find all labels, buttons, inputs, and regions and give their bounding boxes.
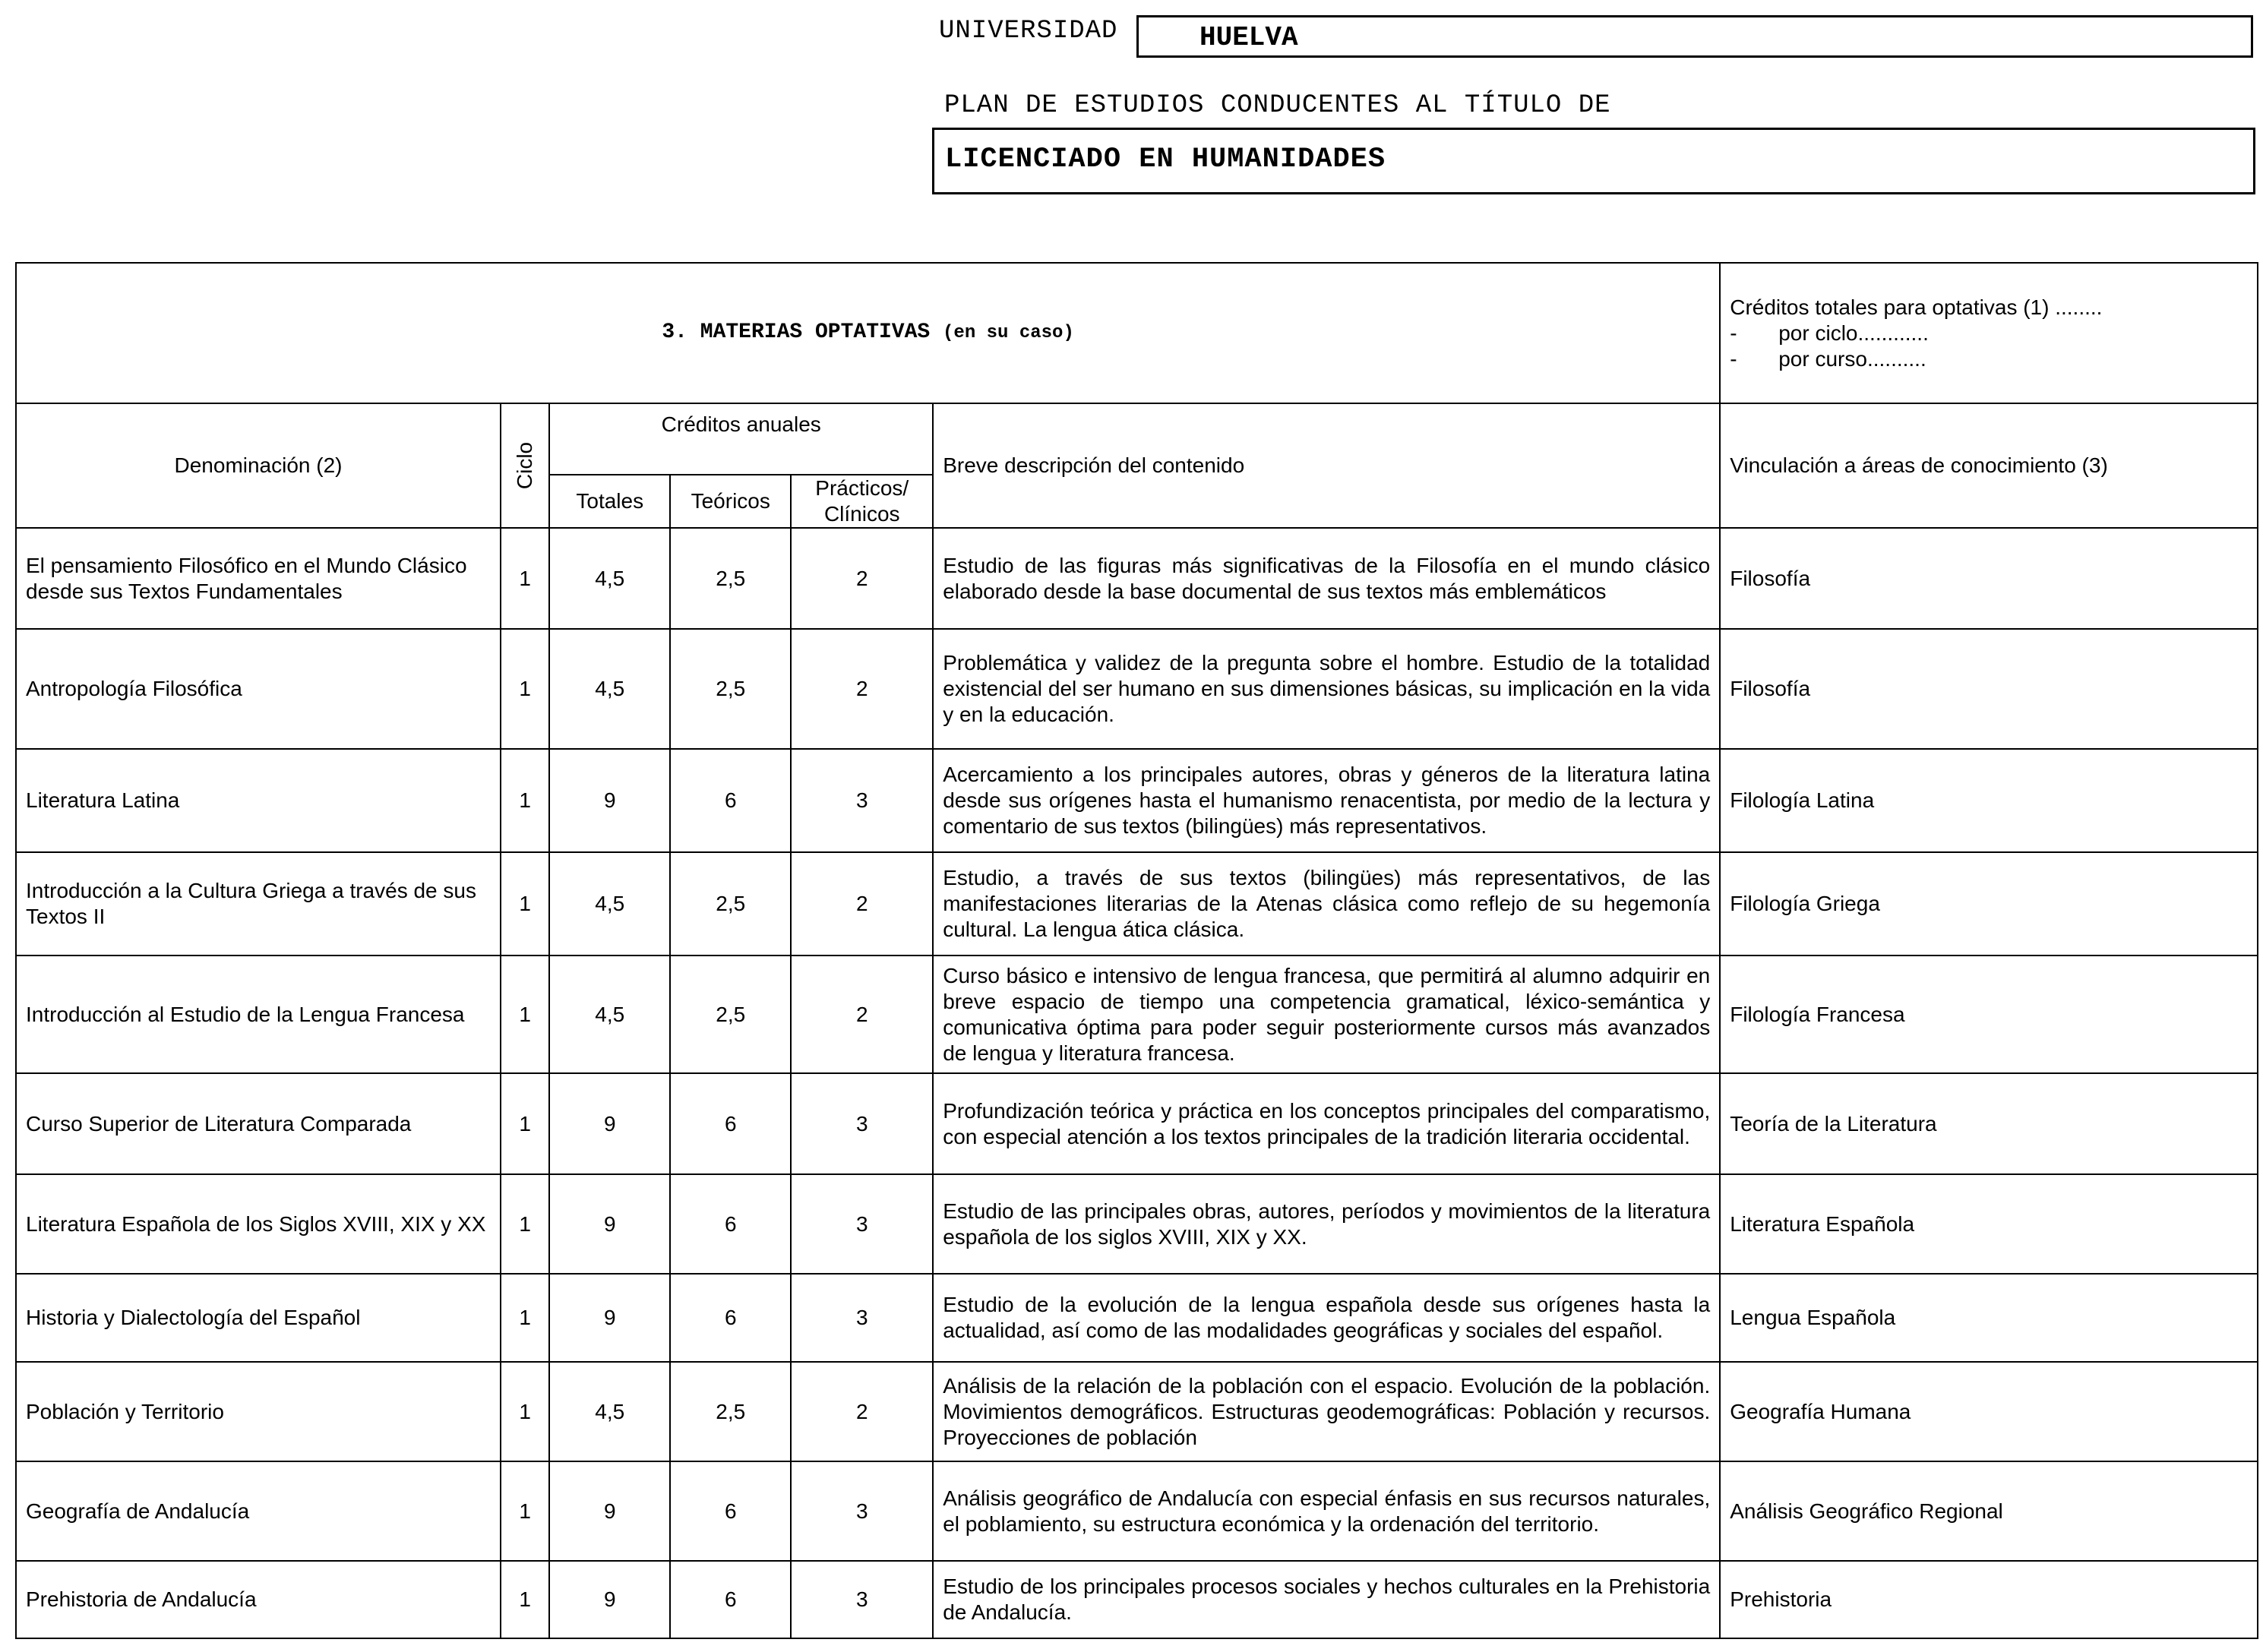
row-totales: 4,5	[549, 1362, 670, 1461]
row-area: Teoría de la Literatura	[1720, 1073, 2258, 1174]
section-subtitle: (en su caso)	[943, 323, 1074, 343]
row-name: Literatura Latina	[16, 749, 501, 852]
credits-ciclo: por ciclo............	[1778, 321, 1929, 345]
row-ciclo: 1	[501, 1073, 549, 1174]
row-descripcion: Profundización teórica y práctica en los conceptos principales del comparatismo, con especial atención a los textos principales de la tradición literaria occidental.	[933, 1073, 1720, 1174]
row-totales: 4,5	[549, 956, 670, 1073]
row-totales: 9	[549, 1461, 670, 1561]
row-area: Filosofía	[1720, 528, 2258, 629]
materias-table	[15, 262, 2258, 1639]
credits-total: Créditos totales para optativas (1) ........	[1730, 295, 2103, 319]
row-practicos: 3	[791, 1461, 933, 1561]
row-totales: 9	[549, 1561, 670, 1638]
table-row	[16, 749, 2258, 852]
row-totales: 4,5	[549, 528, 670, 629]
table-row	[16, 1274, 2258, 1362]
row-ciclo: 1	[501, 1362, 549, 1461]
row-totales: 9	[549, 1274, 670, 1362]
row-descripcion: Análisis de la relación de la población con el espacio. Evolución de la población. Movimientos demográficos. Estructuras geodemográficas: Población y recursos. Proyecciones de población	[933, 1362, 1720, 1461]
row-ciclo: 1	[501, 528, 549, 629]
row-teoricos: 2,5	[670, 1362, 791, 1461]
row-name: Introducción al Estudio de la Lengua Francesa	[16, 956, 501, 1073]
row-descripcion: Estudio, a través de sus textos (bilingües) más representativos, de las manifestaciones literarias de la Atenas clásica como reflejo de su hegemonía cultural. La lengua ática clásica.	[933, 852, 1720, 956]
titulo-box	[932, 128, 2255, 194]
row-descripcion: Problemática y validez de la pregunta sobre el hombre. Estudio de la totalidad existencial del ser humano en sus dimensiones básicas, su implicación en la vida y en la educación.	[933, 629, 1720, 749]
row-area: Filología Griega	[1720, 852, 2258, 956]
ciclo-label: Ciclo	[513, 441, 537, 490]
table-row	[16, 852, 2258, 956]
row-ciclo: 1	[501, 1561, 549, 1638]
row-descripcion: Estudio de las figuras más significativas de la Filosofía en el mundo clásico elaborado desde la base documental de sus textos más emblemáticos	[933, 528, 1720, 629]
table-row	[16, 629, 2258, 749]
col-header-teoricos: Teóricos	[670, 475, 791, 528]
table-row	[16, 1461, 2258, 1561]
rows-body	[16, 528, 2258, 1638]
dash: -	[1730, 346, 1737, 371]
row-teoricos: 6	[670, 1073, 791, 1174]
row-area: Literatura Española	[1720, 1174, 2258, 1274]
row-teoricos: 2,5	[670, 528, 791, 629]
row-practicos: 2	[791, 528, 933, 629]
section-title: 3. MATERIAS OPTATIVAS	[662, 321, 931, 344]
row-teoricos: 6	[670, 1561, 791, 1638]
col-header-creditos: Créditos anuales	[549, 403, 933, 475]
row-name: Curso Superior de Literatura Comparada	[16, 1073, 501, 1174]
row-totales: 9	[549, 1073, 670, 1174]
universidad-box	[1136, 15, 2253, 58]
table-row	[16, 1073, 2258, 1174]
row-descripcion: Estudio de las principales obras, autores, períodos y movimientos de la literatura española de los siglos XVIII, XIX y XX.	[933, 1174, 1720, 1274]
row-practicos: 2	[791, 852, 933, 956]
table-row	[16, 1362, 2258, 1461]
universidad-value: HUELVA	[1199, 22, 1298, 53]
row-practicos: 2	[791, 1362, 933, 1461]
row-practicos: 3	[791, 749, 933, 852]
dash: -	[1730, 321, 1737, 345]
col-header-practicos: Prácticos/ Clínicos	[791, 475, 933, 528]
row-practicos: 3	[791, 1073, 933, 1174]
row-totales: 9	[549, 749, 670, 852]
table-row	[16, 1174, 2258, 1274]
row-ciclo: 1	[501, 1174, 549, 1274]
row-area: Filología Francesa	[1720, 956, 2258, 1073]
row-teoricos: 6	[670, 1174, 791, 1274]
row-name: El pensamiento Filosófico en el Mundo Clásico desde sus Textos Fundamentales	[16, 528, 501, 629]
col-header-ciclo	[501, 403, 549, 528]
row-descripcion: Acercamiento a los principales autores, obras y géneros de la literatura latina desde sus orígenes hasta el humanismo renacentista, por medio de la lectura y comentario de sus textos (bilingües) más representativos.	[933, 749, 1720, 852]
row-practicos: 2	[791, 629, 933, 749]
table-row	[16, 1561, 2258, 1638]
row-ciclo: 1	[501, 749, 549, 852]
row-descripcion: Estudio de los principales procesos sociales y hechos culturales en la Prehistoria de Andalucía.	[933, 1561, 1720, 1638]
row-practicos: 3	[791, 1274, 933, 1362]
row-teoricos: 6	[670, 749, 791, 852]
row-totales: 9	[549, 1174, 670, 1274]
row-practicos: 3	[791, 1174, 933, 1274]
row-area: Prehistoria	[1720, 1561, 2258, 1638]
table-row	[16, 956, 2258, 1073]
titulo-value: LICENCIADO EN HUMANIDADES	[945, 144, 1386, 175]
row-descripcion: Estudio de la evolución de la lengua española desde sus orígenes hasta la actualidad, así como de las modalidades geográficas y sociales del español.	[933, 1274, 1720, 1362]
row-name: Literatura Española de los Siglos XVIII, XIX y XX	[16, 1174, 501, 1274]
row-name: Población y Territorio	[16, 1362, 501, 1461]
universidad-label: UNIVERSIDAD	[939, 17, 1118, 46]
row-teoricos: 2,5	[670, 629, 791, 749]
col-header-descripcion: Breve descripción del contenido	[933, 403, 1720, 528]
row-area: Análisis Geográfico Regional	[1720, 1461, 2258, 1561]
row-name: Antropología Filosófica	[16, 629, 501, 749]
row-area: Lengua Española	[1720, 1274, 2258, 1362]
credits-curso: por curso..........	[1778, 346, 1926, 371]
col-header-vinculacion: Vinculación a áreas de conocimiento (3)	[1720, 403, 2258, 528]
row-totales: 4,5	[549, 852, 670, 956]
row-ciclo: 1	[501, 629, 549, 749]
row-descripcion: Análisis geográfico de Andalucía con especial énfasis en sus recursos naturales, el poblamiento, su estructura económica y la ordenación del territorio.	[933, 1461, 1720, 1561]
row-teoricos: 2,5	[670, 852, 791, 956]
row-area: Geografía Humana	[1720, 1362, 2258, 1461]
row-ciclo: 1	[501, 852, 549, 956]
credits-note	[1720, 263, 2258, 403]
plan-label: PLAN DE ESTUDIOS CONDUCENTES AL TÍTULO DE	[944, 91, 1611, 120]
row-teoricos: 6	[670, 1274, 791, 1362]
col-header-totales: Totales	[549, 475, 670, 528]
section-title-cell	[16, 263, 1720, 403]
row-practicos: 2	[791, 956, 933, 1073]
row-name: Introducción a la Cultura Griega a través de sus Textos II	[16, 852, 501, 956]
row-practicos: 3	[791, 1561, 933, 1638]
row-descripcion: Curso básico e intensivo de lengua francesa, que permitirá al alumno adquirir en breve espacio de tiempo una competencia gramatical, léxico-semántica y comunicativa óptima para poder seguir posteriormente cursos más avanzados de lengua y literatura francesa.	[933, 956, 1720, 1073]
row-area: Filosofía	[1720, 629, 2258, 749]
col-header-denominacion: Denominación (2)	[16, 403, 501, 528]
row-area: Filología Latina	[1720, 749, 2258, 852]
row-name: Geografía de Andalucía	[16, 1461, 501, 1561]
row-totales: 4,5	[549, 629, 670, 749]
row-teoricos: 6	[670, 1461, 791, 1561]
row-ciclo: 1	[501, 1274, 549, 1362]
row-teoricos: 2,5	[670, 956, 791, 1073]
row-name: Prehistoria de Andalucía	[16, 1561, 501, 1638]
row-ciclo: 1	[501, 956, 549, 1073]
table-row	[16, 528, 2258, 629]
row-ciclo: 1	[501, 1461, 549, 1561]
row-name: Historia y Dialectología del Español	[16, 1274, 501, 1362]
